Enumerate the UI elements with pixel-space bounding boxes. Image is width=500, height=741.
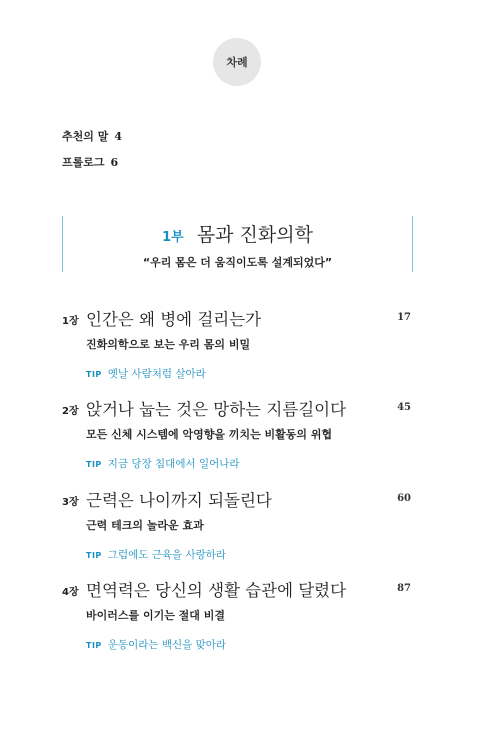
front-matter-page: 6 (110, 156, 119, 169)
tip-label: TIP (86, 370, 102, 379)
chapter-page-number: 87 (397, 583, 411, 594)
front-matter-item-recommendation[interactable] (62, 128, 122, 154)
tip-text: 지금 당장 침대에서 일어나라 (107, 458, 240, 470)
chapter-tip (86, 456, 411, 471)
chapter-number: 1장 (62, 316, 79, 327)
tip-label: TIP (86, 460, 102, 469)
chapter-subtitle: 바이러스를 이기는 절대 비결 (86, 609, 225, 622)
tip-text: 옛날 사람처럼 살아라 (107, 368, 206, 380)
chapter-number: 2장 (62, 406, 79, 417)
chapter-subtitle: 근력 테크의 놀라운 효과 (86, 519, 204, 532)
part-number: 1부 (162, 230, 184, 245)
front-matter-page: 4 (114, 130, 122, 143)
tip-text: 그럼에도 근육을 사랑하라 (107, 549, 227, 561)
chapter-title-row (62, 487, 411, 513)
chapter-entry-3[interactable] (62, 487, 411, 562)
chapter-title-row (62, 577, 411, 603)
front-matter-list (62, 128, 122, 180)
chapter-page-number: 45 (397, 402, 411, 413)
chapter-entry-2[interactable] (62, 396, 411, 471)
chapter-entry-4[interactable] (62, 577, 411, 652)
part-title-line (63, 220, 412, 247)
tip-text: 운동이라는 백신을 맞아라 (107, 639, 227, 651)
front-matter-item-prologue[interactable] (62, 154, 122, 180)
part-header (62, 216, 413, 272)
chapter-subtitle: 진화의학으로 보는 우리 몸의 비밀 (86, 338, 251, 351)
front-matter-label: 추천의 말 (62, 130, 109, 143)
chapter-page-number: 60 (397, 493, 411, 504)
chapter-number: 3장 (62, 497, 79, 508)
toc-header-label: 차례 (226, 56, 248, 69)
chapter-entry-1[interactable] (62, 306, 411, 381)
toc-header-badge (213, 38, 261, 86)
chapter-page-number: 17 (397, 312, 411, 323)
chapter-number: 4장 (62, 587, 79, 598)
tip-label: TIP (86, 641, 102, 650)
chapter-title[interactable]: 인간은 왜 병에 걸리는가 (86, 310, 262, 329)
chapter-subtitle: 모든 신체 시스템에 악영향을 끼치는 비활동의 위협 (86, 428, 333, 441)
chapter-title-row (62, 396, 411, 422)
chapter-tip (86, 366, 411, 381)
tip-label: TIP (86, 551, 102, 560)
chapter-title[interactable]: 근력은 나이까지 되돌린다 (86, 491, 272, 510)
chapter-tip (86, 637, 411, 652)
front-matter-label: 프롤로그 (62, 156, 105, 169)
chapter-tip (86, 547, 411, 562)
chapter-title[interactable]: 면역력은 당신의 생활 습관에 달렸다 (86, 581, 347, 600)
chapter-title[interactable]: 앉거나 눕는 것은 망하는 지름길이다 (86, 400, 347, 419)
part-title[interactable]: 몸과 진화의학 (196, 224, 313, 246)
chapter-title-row (62, 306, 411, 332)
part-subtitle: “우리 몸은 더 움직이도록 설계되었다” (142, 256, 333, 269)
